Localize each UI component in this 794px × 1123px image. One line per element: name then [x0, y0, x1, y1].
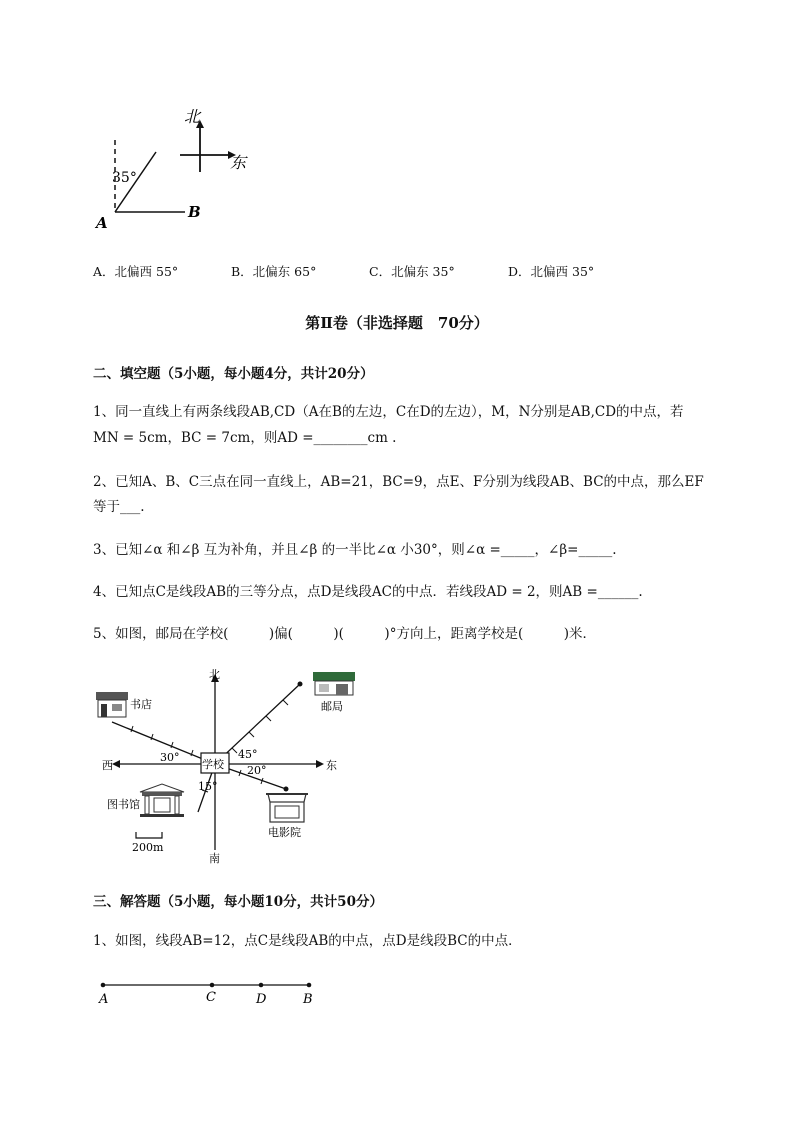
- option-b: B．北偏东 65°: [231, 264, 317, 279]
- point-c: [210, 983, 215, 988]
- angle-15-label: 15°: [198, 780, 218, 793]
- map-south-label: 南: [209, 852, 220, 865]
- post-office-label: 邮局: [321, 700, 343, 713]
- cinema-icon: [266, 794, 308, 822]
- angle-45-label: 45°: [238, 748, 258, 761]
- north-label: 北: [184, 107, 201, 126]
- q2-line1: 2、已知A、B、C三点在同一直线上，AB=21，BC=9，点E、F分别为线段AB、BC的中点，那么EF: [93, 474, 704, 490]
- point-a: [101, 983, 106, 988]
- east-arrow: [316, 760, 324, 768]
- scale-bar: [136, 832, 162, 838]
- q2-line2: 等于___.: [93, 499, 145, 515]
- scale-label: 200m: [132, 841, 164, 854]
- cinema-point: [284, 787, 289, 792]
- segment-label-c: C: [206, 990, 216, 1005]
- map-north-label: 北: [209, 668, 220, 681]
- point-d: [259, 983, 264, 988]
- segment-label-b: B: [303, 992, 313, 1007]
- school-label: 学校: [202, 758, 224, 771]
- library-label: 图书馆: [107, 798, 140, 811]
- post-office-icon: [313, 672, 355, 695]
- library-icon: [140, 784, 184, 817]
- q3: 3、已知∠α 和∠β 互为补角，并且∠β 的一半比∠α 小30°，则∠α =_____，∠β=_____.: [93, 542, 617, 558]
- ray-post-office: [215, 684, 300, 764]
- q5: 5、如图，邮局在学校( )偏( )( )°方向上，距离学校是( )米．: [93, 626, 596, 642]
- bookstore-label: 书店: [130, 698, 152, 711]
- map-west-label: 西: [102, 759, 113, 772]
- s3q1: 1、如图，线段AB=12，点C是线段AB的中点，点D是线段BC的中点．: [93, 933, 522, 949]
- east-label: 东: [230, 153, 247, 172]
- segment-label-d: D: [256, 992, 267, 1007]
- section3-heading: 三、解答题（5小题，每小题10分，共计50分）: [93, 894, 383, 910]
- bookstore-icon: [96, 692, 128, 717]
- ticks-post-office: [232, 700, 288, 753]
- map-east-label: 东: [326, 759, 337, 772]
- q1-line1: 1、同一直线上有两条线段AB,CD（A在B的左边，C在D的左边），M，N分别是AB,CD的中点，若: [93, 404, 684, 420]
- map-figure: [90, 662, 360, 867]
- option-a: A．北偏西 55°: [93, 264, 179, 279]
- post-office-point: [298, 682, 303, 687]
- west-arrow: [112, 760, 120, 768]
- segment-figure: [95, 975, 325, 1010]
- angle-label: 35°: [112, 170, 137, 186]
- angle-20-label: 20°: [247, 764, 267, 777]
- part2-title: 第Ⅱ卷（非选择题 70分）: [305, 314, 489, 332]
- angle-30-label: 30°: [160, 751, 180, 764]
- option-d: D．北偏西 35°: [508, 264, 595, 279]
- compass-figure: [90, 100, 260, 240]
- cinema-label: 电影院: [268, 826, 301, 839]
- section2-heading: 二、填空题（5小题，每小题4分，共计20分）: [93, 366, 374, 382]
- q4: 4、已知点C是线段AB的三等分点，点D是线段AC的中点．若线段AD = 2，则AB =______.: [93, 584, 643, 600]
- option-c: C．北偏东 35°: [369, 264, 455, 279]
- q1-line2: MN = 5cm，BC = 7cm，则AD =________cm .: [93, 430, 397, 446]
- point-b-label: B: [188, 203, 201, 221]
- segment-label-a: A: [99, 992, 109, 1007]
- point-a-label: A: [96, 214, 108, 232]
- point-b: [307, 983, 312, 988]
